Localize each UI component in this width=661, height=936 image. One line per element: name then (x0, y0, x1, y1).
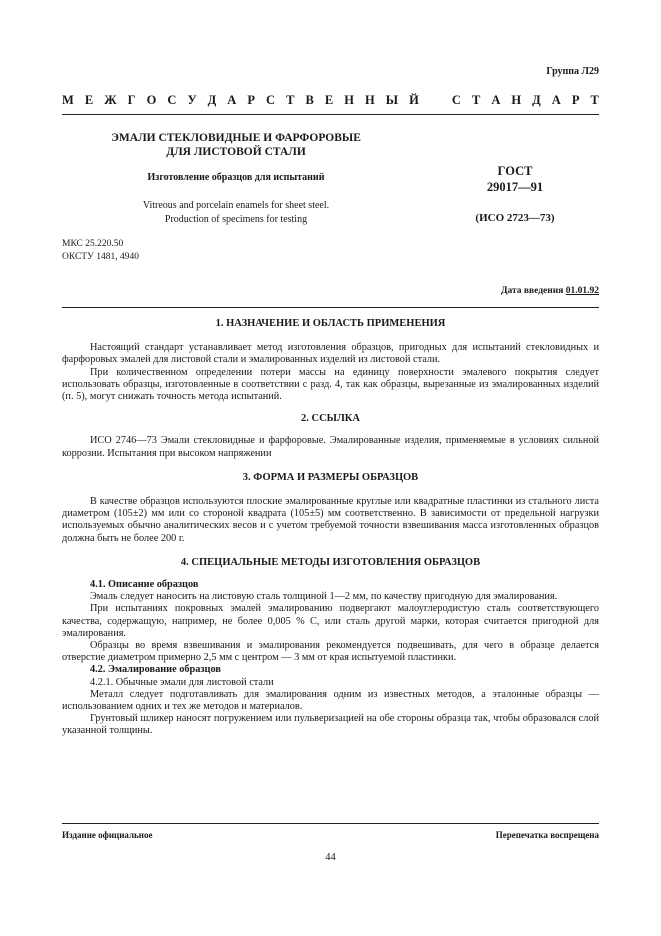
banner-letter: Ж (104, 93, 117, 107)
banner-letter: Н (511, 93, 522, 107)
banner-letter: Д (207, 93, 217, 107)
banner-letter: Е (84, 93, 94, 107)
gost-number: 29017—91 (486, 180, 544, 194)
mks-code: МКС 25.220.50 (62, 239, 124, 249)
banner-letter: С (451, 93, 461, 107)
section-4-2-1-paragraph-1: Металл следует подготавливать для эмалирования одним из известных методов, а эталонные образцы — использованием одних и тех же методов и материалов. (62, 688, 599, 713)
section-3-heading: 3. ФОРМА И РАЗМЕРЫ ОБРАЗЦОВ (242, 471, 419, 483)
banner-letter: С (167, 93, 177, 107)
intro-date (501, 286, 599, 296)
banner-letter: Г (127, 93, 136, 107)
title-line-2: ДЛЯ ЛИСТОВОЙ СТАЛИ (166, 146, 306, 158)
group-code: Группа Л29 (546, 66, 599, 77)
iso-reference: (ИСО 2723—73) (475, 212, 555, 224)
classification-codes (62, 238, 139, 263)
section-1-paragraph-1: Настоящий стандарт устанавливает метод изготовления образцов, пригодных для испытаний стекловидных и фарфоровых эмалей для листовой стали и эмалированных изделий из листовой стали. (62, 342, 599, 366)
banner-letter: Н (364, 93, 375, 107)
section-4-1-paragraph-2: При испытаниях покровных эмалей эмалированию подвергают малоуглеродистую сталь соответствующего качества, содержащую, например, не более 0,005 % С, или сталь другой марки, которая считается пригодной для эмалирования. (62, 603, 599, 639)
banner-letter: Т (471, 93, 481, 107)
intro-date-value: 01.01.92 (565, 286, 599, 296)
section-2-paragraph-1: ИСО 2746—73 Эмали стекловидные и фарфоровые. Эмалированные изделия, применяемые в условиях сильной коррозии. Испытания при высоком напряжении (62, 435, 599, 459)
section-3-paragraph-1: В качестве образцов используются плоские эмалированные круглые или квадратные пластинки из стального листа диаметром (105±2) мм или со стороной квадрата (105±5) мм соответственно. В зависимости от предельной нагрузки используемых обычно аналитических весов и с учетом требуемой точности взвешивания масса изготовленных образцов должна быть не более 200 г. (62, 496, 599, 544)
section-4-1-paragraph-1: Эмаль следует наносить на листовую сталь толщиной 1—2 мм, по качеству пригодную для эмалирования. (90, 591, 558, 603)
section-2-heading: 2. ССЫЛКА (301, 413, 360, 425)
section-4-2-1-heading: 4.2.1. Обычные эмали для листовой стали (90, 676, 274, 688)
banner-letter: Д (532, 93, 541, 107)
banner-letter: Н (344, 93, 354, 107)
footer-rule (62, 823, 599, 824)
banner-letter: М (62, 93, 74, 107)
banner-letter: Т (590, 93, 599, 107)
section-4-1-heading: 4.1. Описание образцов (90, 579, 199, 591)
title-line-1: ЭМАЛИ СТЕКЛОВИДНЫЕ И ФАРФОРОВЫЕ (111, 132, 361, 144)
banner-letter: С (266, 93, 276, 107)
document-subtitle: Изготовление образцов для испытаний (147, 172, 325, 183)
english-title-line-2: Production of specimens for testing (164, 214, 308, 225)
section-4-1-paragraph-3: Образцы во время взвешивания и эмалирования рекомендуется подвешивать, для чего в образце делается отверстие диаметром примерно 2,5 мм с центром — 3 мм от края испытуемой пластинки. (62, 640, 599, 664)
intro-date-label: Дата введения (500, 286, 564, 296)
section-4-heading: 4. СПЕЦИАЛЬНЫЕ МЕТОДЫ ИЗГОТОВЛЕНИЯ ОБРАЗЦОВ (180, 556, 481, 568)
section-4-2-1-paragraph-2: Грунтовый шликер наносят погружением или пульверизацией на обе стороны образца так, чтобы образовался слой указанной толщины. (62, 713, 599, 737)
banner-letter: Р (247, 93, 255, 107)
section-4-2-heading: 4.2. Эмалирование образцов (90, 664, 221, 676)
banner-letter: Ы (385, 93, 399, 107)
reprint-prohibited-note: Перепечатка воспрещена (495, 830, 599, 840)
english-title-line-1: Vitreous and porcelain enamels for sheet steel. (142, 200, 330, 211)
banner-letter: Е (324, 93, 334, 107)
gost-label: ГОСТ (497, 164, 533, 178)
official-edition-note: Издание официальное (62, 830, 153, 840)
banner-letter: В (305, 93, 314, 107)
gost-designation (430, 163, 600, 195)
section-1-heading: 1. НАЗНАЧЕНИЕ И ОБЛАСТЬ ПРИМЕНЕНИЯ (215, 318, 446, 329)
okstu-code: ОКСТУ 1481, 4940 (62, 251, 139, 262)
banner-letter: У (187, 93, 197, 107)
english-title (62, 199, 410, 227)
section-1-paragraph-2: При количественном определении потери массы на единицу поверхности эмалевого покрытия следует использовать образцы, изготовленные в соответствии с разд. 4, так как образцы, вырезанные из эмалированных изделий (п. 5), могут снижать точность метода испытаний. (62, 366, 599, 403)
banner-letter: Т (286, 93, 295, 107)
document-title (62, 131, 410, 159)
banner-letter: А (491, 93, 501, 107)
banner-letter: А (227, 93, 237, 107)
standard-banner (62, 93, 599, 108)
header-rule (62, 114, 599, 115)
banner-letter: А (551, 93, 561, 107)
document-body (62, 318, 599, 738)
date-rule (62, 307, 599, 308)
page-number: 44 (325, 852, 336, 863)
banner-letter: О (146, 93, 157, 107)
banner-letter: Й (409, 93, 419, 107)
banner-letter: Р (571, 93, 580, 107)
